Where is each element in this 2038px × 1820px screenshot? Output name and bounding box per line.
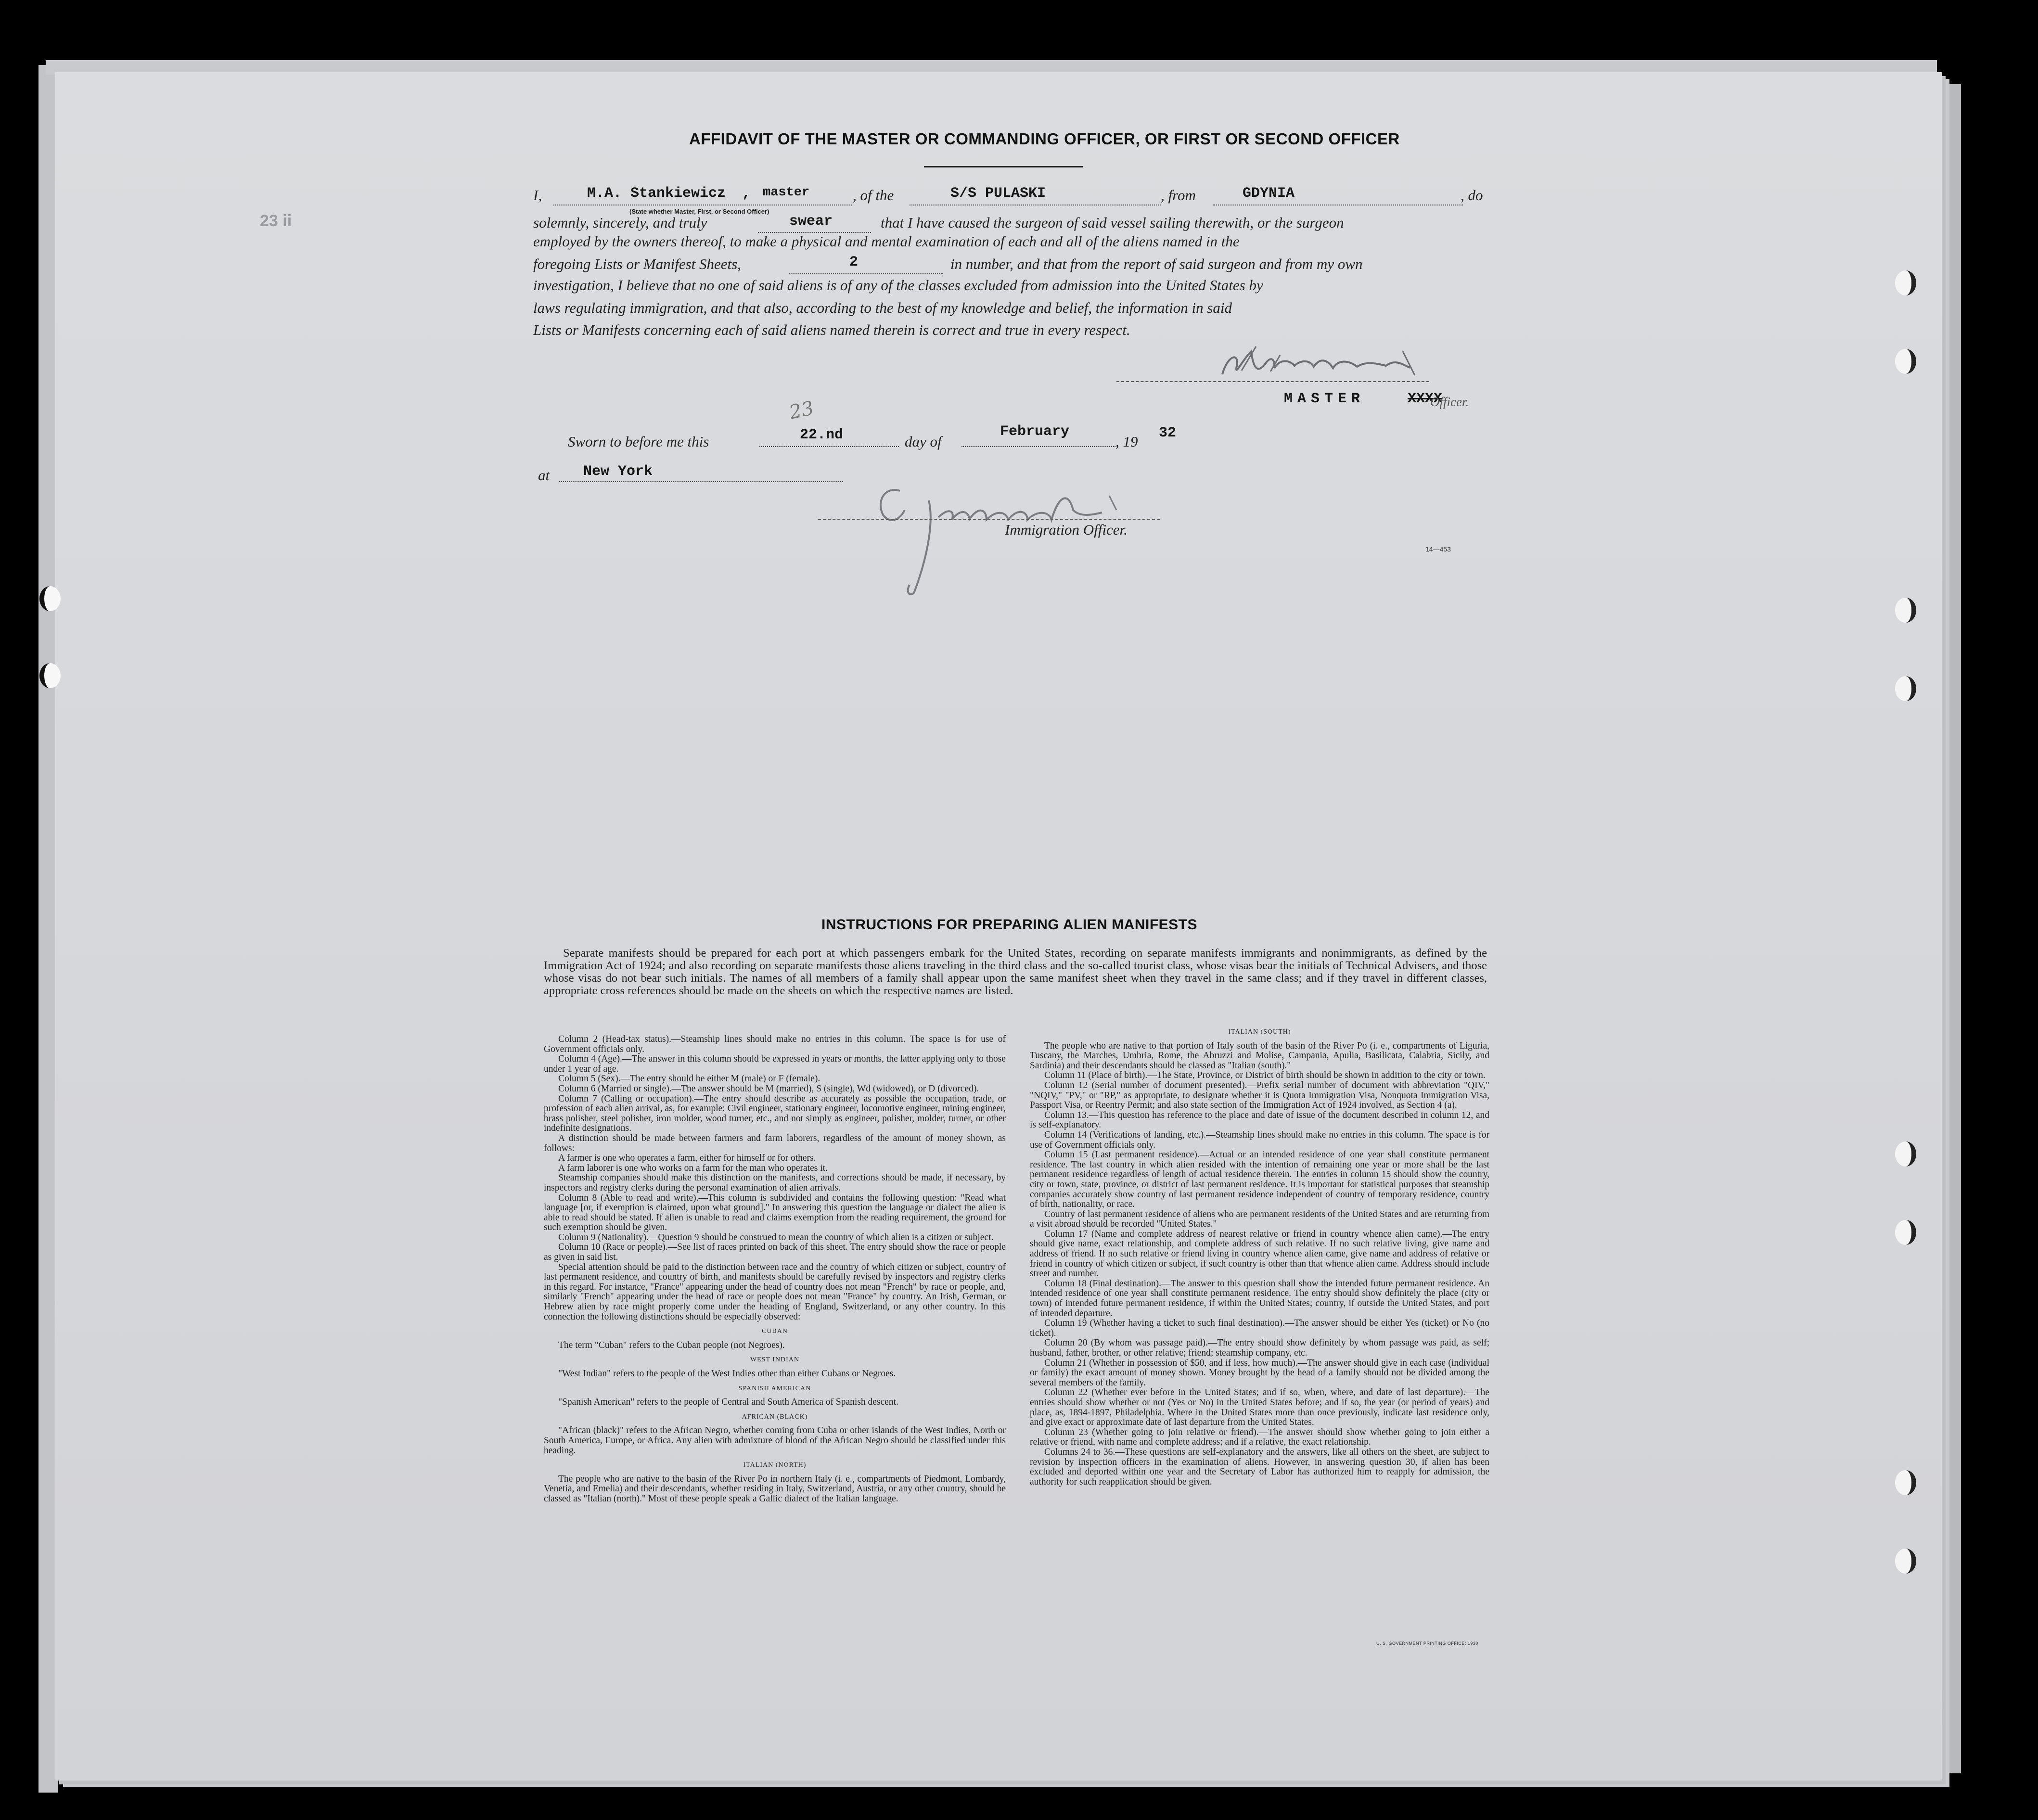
binder-hole	[1895, 1549, 1916, 1574]
instruction-paragraph: "West Indian" refers to the people of the West Indies other than either Cubans or Negroes.	[558, 1369, 896, 1379]
binder-hole	[39, 586, 61, 611]
instruction-paragraph: Column 6 (Married or single).—The answer should be M (married), S (single), Wd (widowed), or D (divorced).	[558, 1083, 979, 1094]
from-label: , from	[1161, 187, 1196, 204]
affidavit-i: I,	[533, 187, 542, 204]
instructions-left-column	[544, 1035, 1006, 1504]
day-line	[759, 446, 899, 447]
year-prefix: , 19	[1115, 433, 1138, 450]
affidavit-line-5: investigation, I believe that no one of said aliens is of any of the classes excluded from admission into the United States by	[533, 277, 1263, 294]
officer-word: Officer.	[1430, 395, 1469, 409]
binder-hole	[1895, 598, 1916, 623]
instruction-paragraph: The people who are native to that portion of Italy south of the basin of the River Po (i. e., compartments of Liguria, Tuscany, the Marches, Umbria, Rome, the Abruzzi and Molise, Campania, Apulia, Basilicata, Calabria, Sicily, and Sardinia) and their descendants should be classed as "Italian (south)."	[1030, 1040, 1489, 1071]
name-comma: ,	[742, 185, 751, 202]
instruction-paragraph: Country of last permanent residence of aliens who are permanent residents of the United States and are returning from a visit abroad should be recorded "United States."	[1030, 1209, 1489, 1230]
oath-value: swear	[789, 213, 833, 230]
affidavit-line-3: employed by the owners thereof, to make a physical and mental examination of each and all of the aliens named in the	[533, 233, 1240, 250]
vessel-name: S/S PULASKI	[950, 185, 1046, 202]
day-correction: 23	[787, 397, 816, 424]
instruction-paragraph: Column 23 (Whether going to join relative or friend).—The answer should show whether going to join either a relative or friend, with name and complete address; and if a relative, the exact relationship.	[1030, 1427, 1489, 1448]
section-heading: ITALIAN (SOUTH)	[1228, 1028, 1291, 1036]
section-heading: WEST INDIAN	[750, 1356, 800, 1364]
section-heading: CUBAN	[761, 1328, 788, 1335]
sworn-place: New York	[583, 463, 653, 480]
instructions-right-column	[1030, 1023, 1489, 1487]
sworn-label: Sworn to before me this	[568, 433, 709, 450]
intro-paragraph: Separate manifests should be prepared for each port at which passengers embark for the United States, recording on separate manifests immigrants and nonimmigrants, as defined by the Immigration Act of 1924; and also recording on separate manifests those aliens traveling in the third class and the so-called tourist class, whose visas bear the initials of Technical Advisers, and those whose visas do not bear such initials. The names of all members of a family shall appear upon the same manifest sheet when they travel in the same class; and if they travel in different classes, appropriate cross references should be made on the sheets on which the respective names are listed.	[544, 947, 1487, 997]
master-name: M.A. Stankiewicz	[587, 185, 726, 202]
do-label: , do	[1461, 187, 1483, 204]
section-heading: ITALIAN (NORTH)	[743, 1461, 807, 1469]
instruction-paragraph: "Spanish American" refers to the people of Central and South America of Spanish descent.	[558, 1397, 898, 1408]
binder-hole	[39, 663, 61, 688]
instruction-paragraph: Column 10 (Race or people).—See list of races printed on back of this sheet. The entry should show the race or people as given in said list.	[544, 1242, 1006, 1263]
of-the-label: , of the	[853, 187, 894, 204]
instruction-paragraph: Column 15 (Last permanent residence).—Actual or an intended residence of one year shall constitute permanent residence. The last country in which alien resided with the intention of remaining one year or more shall be the last permanent residence regardless of length of actual residence therein. The entries in column 15 should show the country, city or town, state, province, or district of last permanent residence. It is important for statistical purposes that steamship companies accurately show country of last permanent residence independent of country of temporary residence, country of birth, nationality, or race.	[1030, 1150, 1489, 1210]
place-line	[559, 481, 843, 482]
binder-hole	[1895, 676, 1916, 701]
binder-hole	[1895, 349, 1916, 374]
instruction-paragraph: Column 2 (Head-tax status).—Steamship lines should make no entries in this column. The space is for use of Government officials only.	[544, 1034, 1006, 1054]
immigration-officer-signature	[866, 481, 1203, 602]
instruction-paragraph: Column 5 (Sex).—The entry should be either M (male) or F (female).	[558, 1074, 820, 1084]
page-edge-right	[1939, 84, 1961, 1773]
binder-hole	[1895, 1141, 1916, 1166]
affidavit-line-4b: in number, and that from the report of said surgeon and from my own	[950, 256, 1363, 272]
signature-line	[1116, 381, 1429, 382]
instruction-paragraph: Column 9 (Nationality).—Question 9 should be construed to mean the country of which alien is a citizen or subject.	[558, 1232, 994, 1243]
at-label: at	[538, 467, 550, 484]
instruction-paragraph: Columns 24 to 36.—These questions are self-explanatory and the answers, like all others on the sheet, are subject to revision by inspection officers in the examination of aliens. However, in answering question 30, if alien has been excluded and deported within one year and the Secretary of Labor has authorized him to reapply for admission, the authority for such reapplication should be given.	[1030, 1447, 1489, 1487]
instruction-paragraph: Steamship companies should make this distinction on the manifests, and corrections should be made, if necessary, by inspectors and registry clerks during the personal examination of alien arrivals.	[544, 1173, 1006, 1193]
printer-imprint: U. S. GOVERNMENT PRINTING OFFICE: 1930	[1376, 1641, 1478, 1646]
affidavit-line-2b: that I have caused the surgeon of said vessel sailing therewith, or the surgeon	[881, 214, 1344, 231]
instruction-paragraph: Column 20 (By whom was passage paid).—The entry should show definitely by whom passage was paid, as self; husband, father, brother, or other relative; friend; steamship company, etc.	[1030, 1338, 1489, 1358]
affidavit-line-7: Lists or Manifests concerning each of said aliens named therein is correct and true in every respect.	[533, 321, 1130, 338]
binder-hole	[1895, 1220, 1916, 1245]
instruction-paragraph: Column 22 (Whether ever before in the United States; and if so, when, where, and date of last departure).—The entries should show whether or not (Yes or No) in the United States before; and if so, the year (or period of years) and place, as, 1894-1897, Philadelphia. Where in the United States more than once previously, indicate last residence only, and give exact or approximate date of last departure from the United States.	[1030, 1387, 1489, 1428]
instruction-paragraph: Column 18 (Final destination).—The answer to this question shall show the intended future permanent residence. An intended residence of one year shall constitute permanent residence. The entry should show definitely the place (city or town) of intended future permanent residence, if within the United States; country, if outside the United States, and port of intended departure.	[1030, 1278, 1489, 1319]
faint-stamp: 23 ii	[260, 212, 292, 230]
instruction-paragraph: Special attention should be paid to the distinction between race and the country of which citizen or subject, country of last permanent residence, and country of birth, and manifests should be carefully revised by inspectors and registry clerks in this regard. For instance, "France" appearing under the head of country does not mean "French" by race or people, and, similarly "French" appearing under the head of race or people does not mean "France" by country. An Irish, German, or Hebrew alien by race might properly come under the heading of England, Switzerland, or any other country. In this connection the following distinctions should be especially observed:	[544, 1262, 1006, 1322]
instructions-intro	[544, 947, 1487, 997]
day-of-label: day of	[905, 433, 942, 450]
form-number: 14—453	[1425, 545, 1451, 553]
page-edge-left	[38, 65, 58, 1793]
instruction-paragraph: The people who are native to the basin of the River Po in northern Italy (i. e., compartments of Piedmont, Lombardy, Venetia, and Emelia) and their descendants, whether residing in Italy, Switzerland, Austria, or any other country, should be classed as "Italian (north)." Most of these people speak a Gallic dialect of the Italian language.	[544, 1474, 1006, 1504]
master-title: MASTER	[1284, 391, 1365, 407]
instruction-paragraph: Column 11 (Place of birth).—The State, Province, or District of birth should be shown in addition to the city or town.	[1044, 1070, 1486, 1081]
port-name: GDYNIA	[1243, 185, 1295, 202]
instruction-paragraph: "African (black)" refers to the African Negro, whether coming from Cuba or other islands of the West Indies, North or South America, Europe, or Africa. Any alien with admixture of blood of the African Negro should be classified under this heading.	[544, 1425, 1006, 1456]
sworn-day: 22.nd	[800, 427, 844, 443]
instruction-paragraph: The term "Cuban" refers to the Cuban people (not Negroes).	[558, 1340, 785, 1350]
instruction-paragraph: A farmer is one who operates a farm, either for himself or for others.	[558, 1153, 816, 1164]
sworn-year: 32	[1159, 425, 1177, 441]
instruction-paragraph: Column 14 (Verifications of landing, etc.).—Steamship lines should make no entries in this column. The space is for use of Government officials only.	[1030, 1129, 1489, 1150]
instruction-paragraph: Column 8 (Able to read and write).—This column is subdivided and contains the following question: "Read what language [or, if exemption is claimed, upon what ground]." In answering this question the language or dialect the alien is able to read should be stated. If alien is unable to read and claims exemption from the reading requirement, the ground for such exemption should be given.	[544, 1192, 1006, 1233]
instruction-paragraph: A farm laborer is one who works on a farm for the man who operates it.	[558, 1163, 828, 1173]
instruction-paragraph: Column 13.—This question has reference to the place and date of issue of the document described in column 12, and is self-explanatory.	[1030, 1110, 1489, 1130]
sworn-month: February	[1000, 423, 1070, 440]
section-heading: AFRICAN (BLACK)	[742, 1413, 808, 1421]
instructions-title: INSTRUCTIONS FOR PREPARING ALIEN MANIFESTS	[821, 917, 1198, 933]
instruction-paragraph: Column 12 (Serial number of document presented).—Prefix serial number of document with abbreviation "QIV," "NQIV," "PV," or "RP," as appropriate, to designate whether it is Quota Immigration Visa, Nonquota Immigration Visa, Passport Visa, or Reentry Permit; and also state section of the Immigration Act of 1924 involved, as Section 4 (a).	[1030, 1080, 1489, 1111]
affidavit-line-4a: foregoing Lists or Manifest Sheets,	[533, 256, 741, 272]
officer-signature-line	[818, 519, 1160, 520]
instruction-paragraph: Column 17 (Name and complete address of nearest relative or friend in country whence alien came).—The entry should give name, exact relationship, and complete address of such relative. If no such relative living, give name and address of friend. If no such relative or friend living in country whence alien came, give name and address of relative or friend in country of which citizen or subject, if such country is other than that whence alien came. Address should include street and number.	[1030, 1229, 1489, 1279]
binder-hole	[1895, 270, 1916, 295]
instruction-paragraph: Column 4 (Age).—The answer in this column should be expressed in years or months, the latter applying only to those under 1 year of age.	[544, 1054, 1006, 1074]
instruction-paragraph: Column 7 (Calling or occupation).—The entry should describe as accurately as possible the occupation, trade, or profession of each alien arrival, as, for example: Civil engineer, stationary engineer, locomotive engineer, mining engineer, brass polisher, steel polisher, iron molder, wood turner, etc., and not simply as engineer, polisher, molder, turner, or other indefinite designations.	[544, 1093, 1006, 1134]
month-line	[961, 446, 1115, 447]
instruction-paragraph: A distinction should be made between farmers and farm laborers, regardless of the amount of money shown, as follows:	[544, 1133, 1006, 1154]
rank-hint: (State whether Master, First, or Second Officer)	[629, 208, 769, 215]
instruction-paragraph: Column 21 (Whether in possession of $50, and if less, how much).—The answer should give in each case (individual or family) the exact amount of money shown. Money brought by the head of a family should not be divided among the several members of the family.	[1030, 1358, 1489, 1388]
section-heading: SPANISH AMERICAN	[738, 1384, 811, 1392]
immigration-officer-label: Immigration Officer.	[1005, 521, 1128, 538]
title-rule	[924, 166, 1083, 167]
affidavit-line-2a: solemnly, sincerely, and truly	[533, 214, 707, 231]
instruction-paragraph: Column 19 (Whether having a ticket to such final destination).—The answer should be either Yes (ticket) or No (no ticket).	[1030, 1318, 1489, 1338]
sheet-count: 2	[849, 254, 859, 270]
affidavit-line-6: laws regulating immigration, and that also, according to the best of my knowledge and belief, the information in said	[533, 299, 1232, 316]
sheet-line	[789, 273, 943, 274]
binder-hole	[1895, 1470, 1916, 1495]
officer-struck: XXXX	[1408, 391, 1443, 407]
rank-value: master	[763, 185, 810, 200]
affidavit-title: AFFIDAVIT OF THE MASTER OR COMMANDING OFFICER, OR FIRST OR SECOND OFFICER	[689, 130, 1400, 148]
